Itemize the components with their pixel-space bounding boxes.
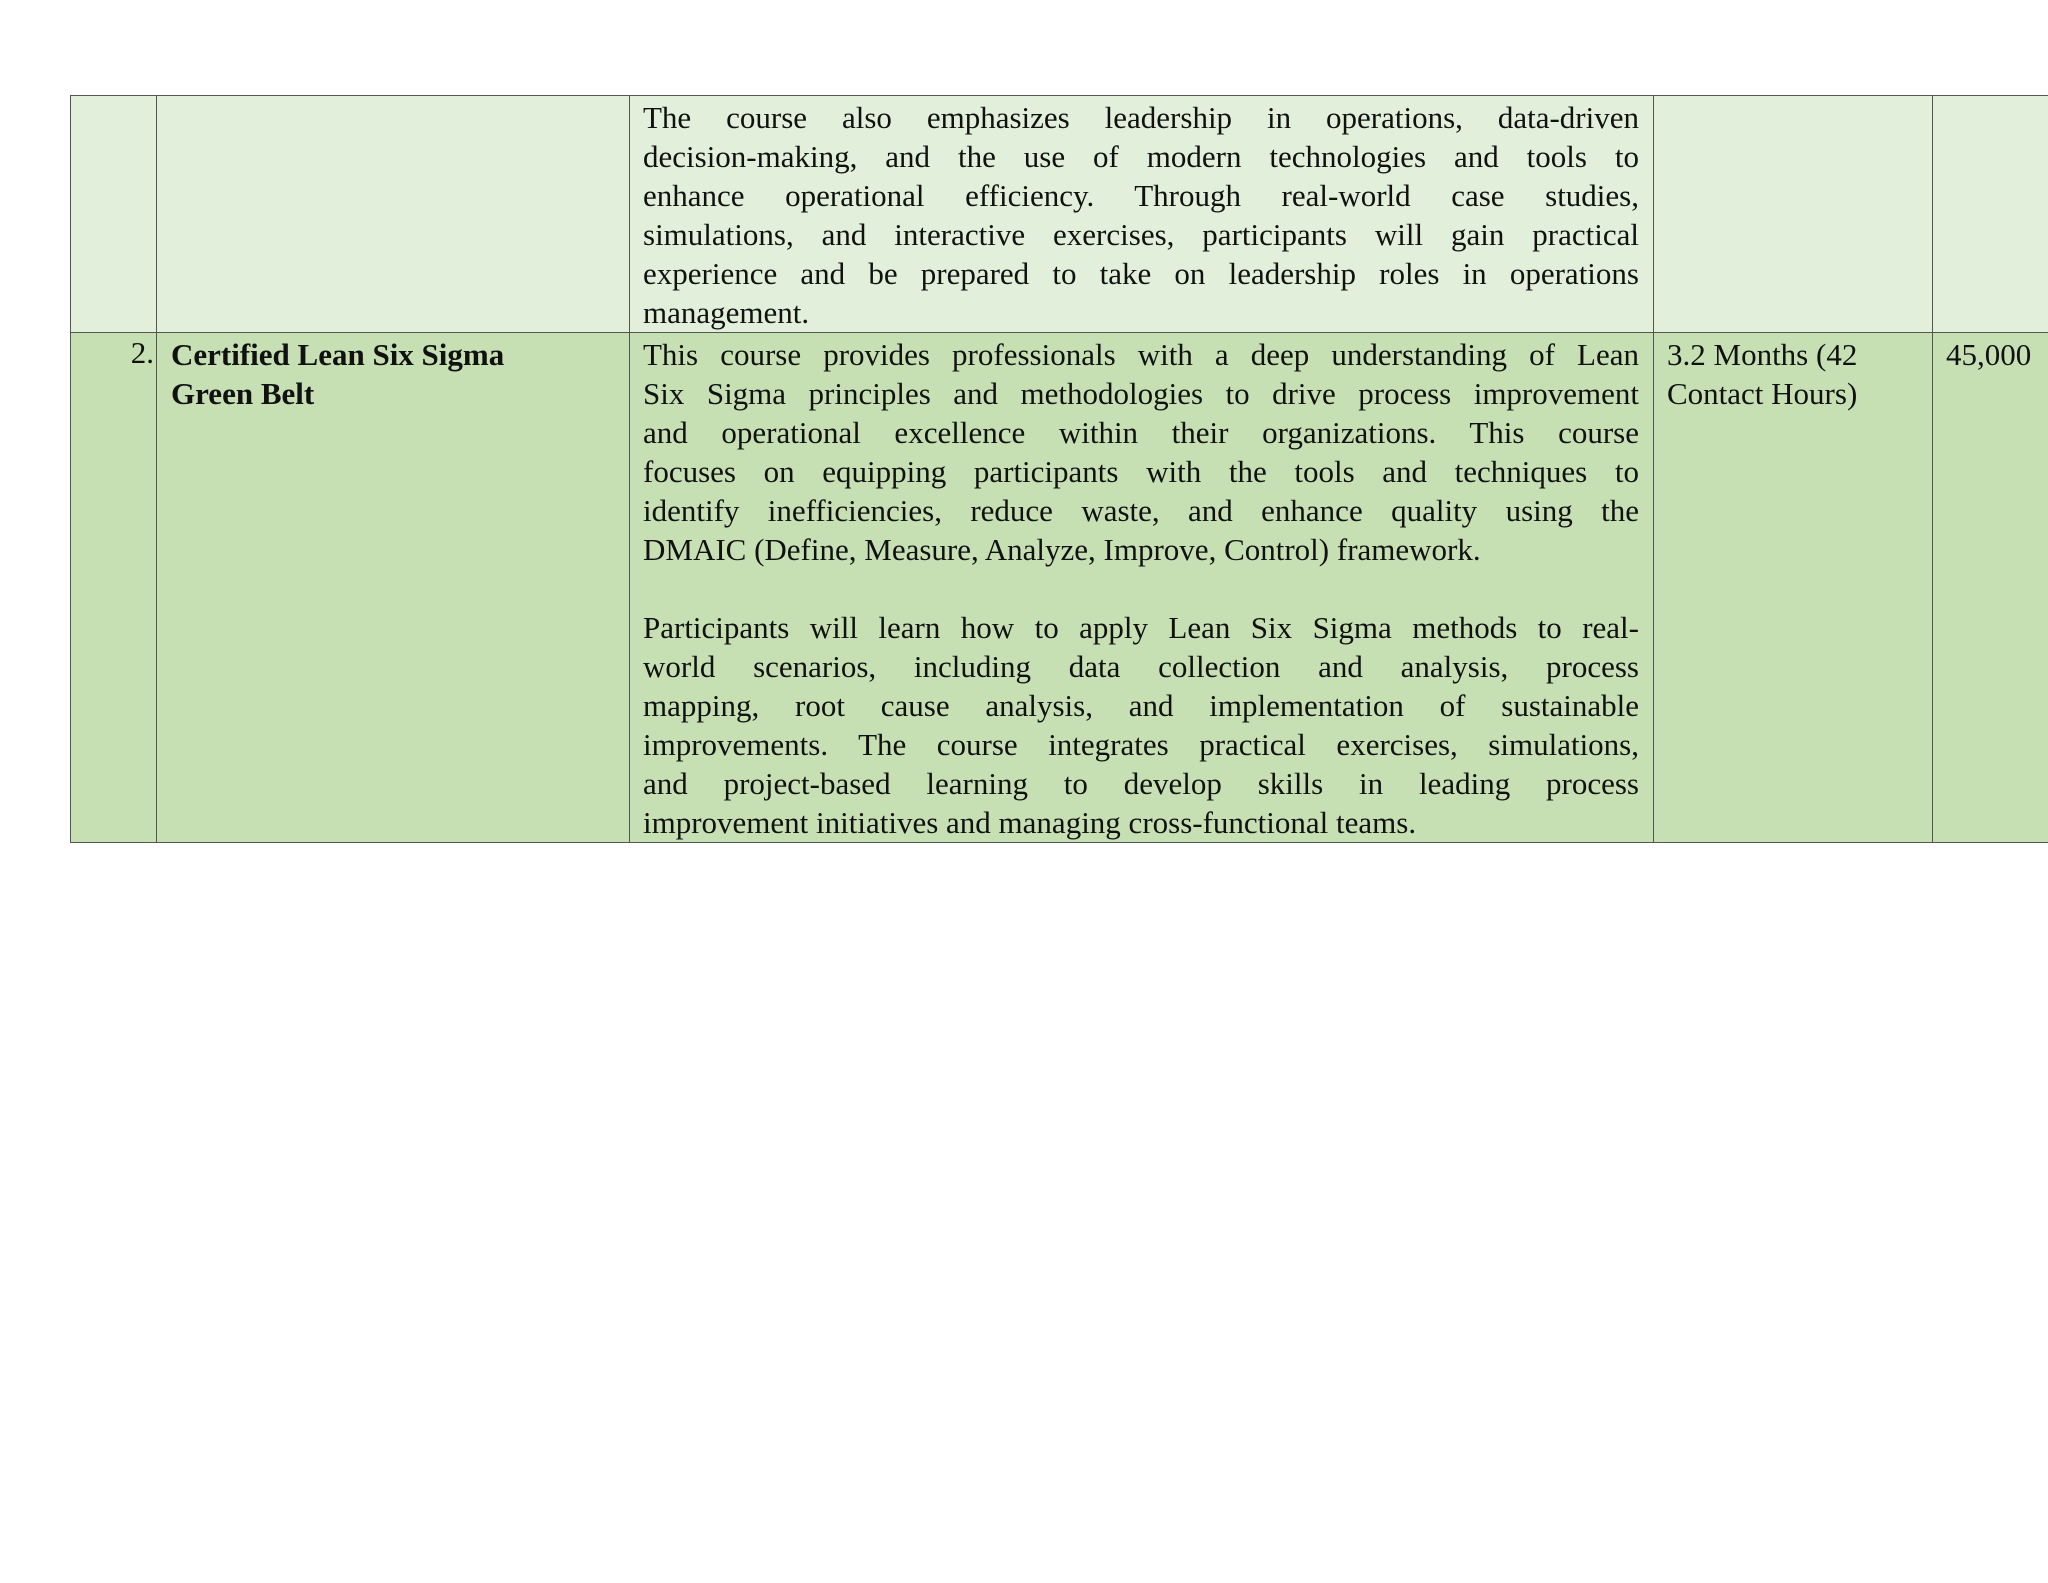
course-duration: [1654, 96, 1933, 333]
description-line: simulations, and interactive exercises, participants will gain practical: [643, 217, 1639, 252]
description-line: This course provides professionals with a deep understanding of Lean: [643, 337, 1639, 372]
course-duration: [1654, 333, 1933, 843]
course-title: [157, 333, 630, 843]
row-number: [71, 96, 157, 333]
description-line: Participants will learn how to apply Lean Six Sigma methods to real-: [643, 610, 1639, 645]
description-line: world scenarios, including data collection and analysis, process: [643, 649, 1639, 684]
course-fee: [1933, 96, 2048, 333]
description-line: DMAIC (Define, Measure, Analyze, Improve, Control) framework.: [643, 532, 1481, 567]
course-fee: 45,000: [1933, 333, 2048, 843]
description-line: decision-making, and the use of modern technologies and tools to: [643, 139, 1639, 174]
duration-line: Contact Hours): [1667, 376, 1858, 411]
course-title-line: Certified Lean Six Sigma: [171, 337, 505, 372]
paragraph-gap: [643, 569, 1639, 608]
description-line: identify inefficiencies, reduce waste, and enhance quality using the: [643, 493, 1639, 528]
description-line: enhance operational efficiency. Through real-world case studies,: [643, 178, 1639, 213]
course-title: [157, 96, 630, 333]
description-line: improvement initiatives and managing cross-functional teams.: [643, 805, 1417, 840]
description-line: Six Sigma principles and methodologies to drive process improvement: [643, 376, 1639, 411]
description-line: and operational excellence within their organizations. This course: [643, 415, 1639, 450]
row-number: 2.: [71, 333, 157, 843]
table-row: [71, 96, 2048, 333]
course-description: [630, 333, 1654, 843]
description-line: improvements. The course integrates practical exercises, simulations,: [643, 727, 1639, 762]
table-row: [71, 333, 2048, 843]
description-line: mapping, root cause analysis, and implementation of sustainable: [643, 688, 1639, 723]
course-title-line: Green Belt: [171, 376, 315, 411]
description-line: focuses on equipping participants with the tools and techniques to: [643, 454, 1639, 489]
description-line: and project-based learning to develop skills in leading process: [643, 766, 1639, 801]
course-description: [630, 96, 1654, 333]
description-line: experience and be prepared to take on leadership roles in operations: [643, 256, 1639, 291]
course-table: [70, 95, 2048, 843]
description-line: management.: [643, 295, 810, 330]
description-line: The course also emphasizes leadership in operations, data-driven: [643, 100, 1639, 135]
duration-line: 3.2 Months (42: [1667, 337, 1858, 372]
